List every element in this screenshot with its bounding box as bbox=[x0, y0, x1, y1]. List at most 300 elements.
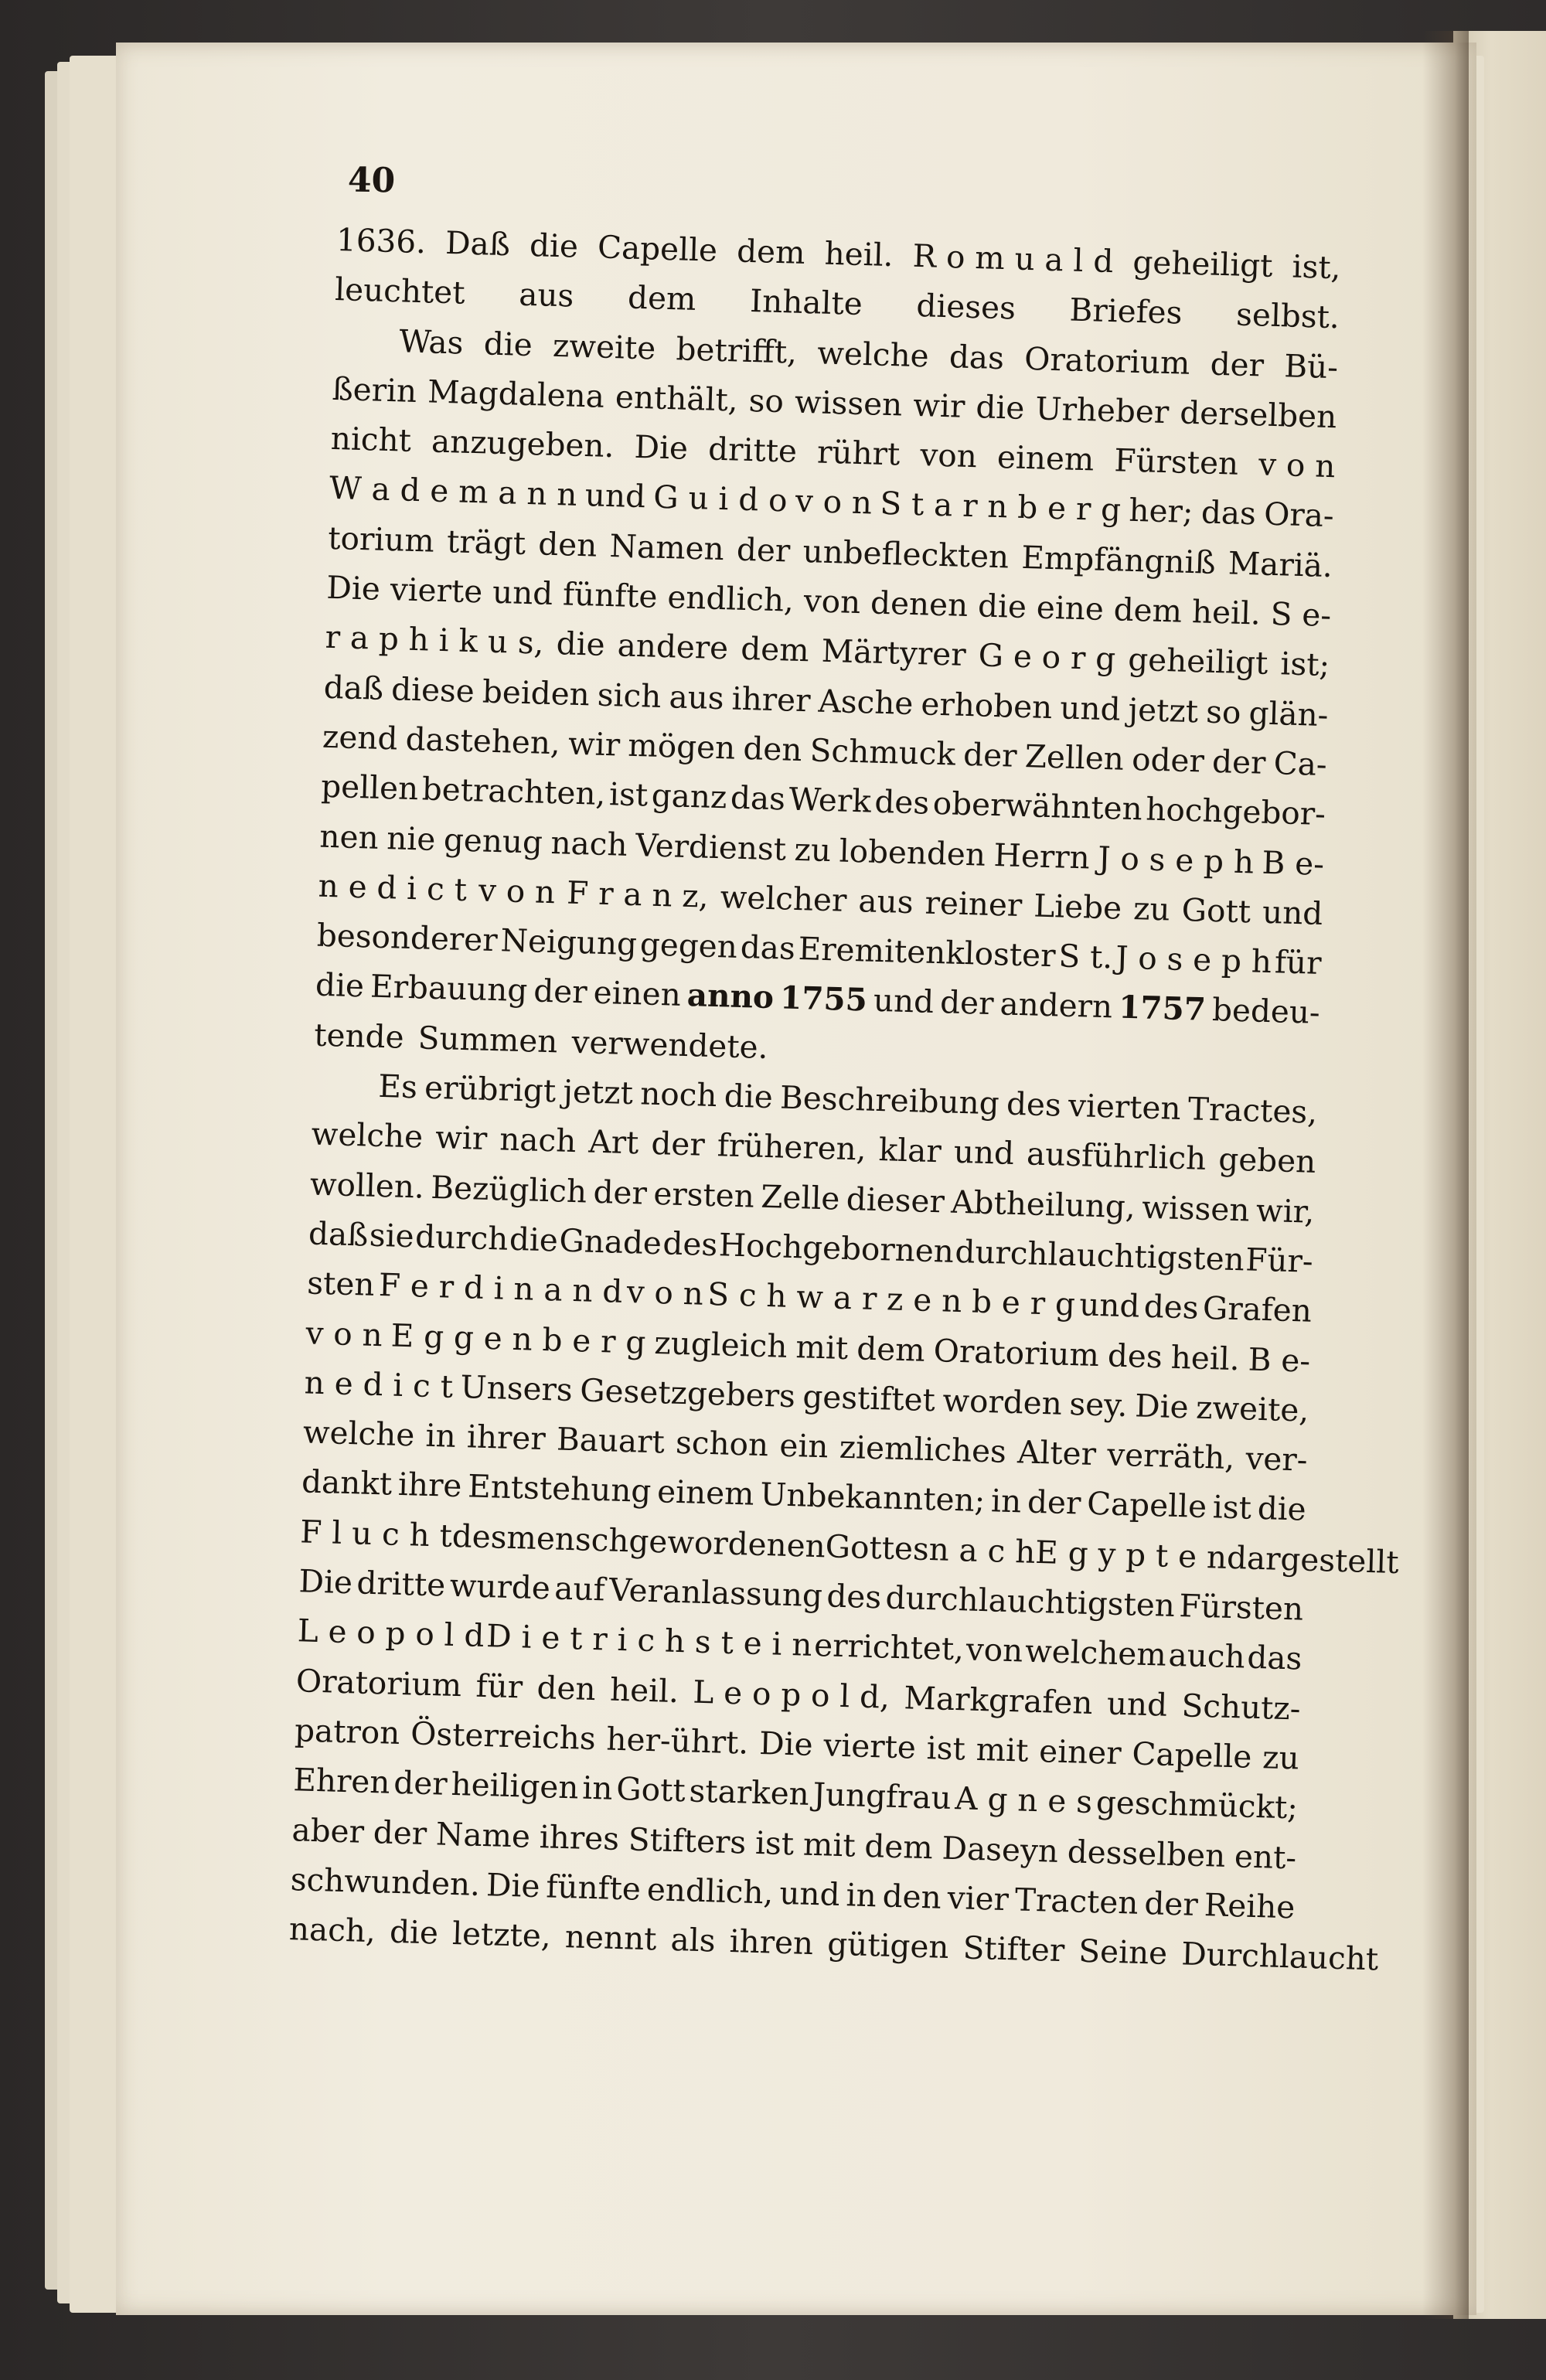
word: Oratorium bbox=[1023, 339, 1191, 382]
word: ist bbox=[926, 1728, 966, 1768]
word: dem bbox=[856, 1329, 926, 1369]
word: L e o p o l d bbox=[297, 1612, 485, 1655]
word: denen bbox=[870, 584, 969, 625]
word: aber bbox=[291, 1810, 365, 1851]
word: als bbox=[669, 1921, 717, 1959]
word: ganz bbox=[651, 776, 728, 816]
word: Märtyrer bbox=[821, 632, 967, 674]
word: in bbox=[581, 1769, 614, 1807]
word: von bbox=[919, 436, 978, 475]
word: die bbox=[483, 324, 533, 363]
word: dieser bbox=[846, 1180, 945, 1221]
word: zend bbox=[322, 717, 399, 758]
word: betrachten, bbox=[421, 770, 607, 813]
word: und bbox=[873, 982, 935, 1021]
word: die bbox=[315, 966, 365, 1005]
word: geheiligt bbox=[1132, 243, 1274, 284]
word: so bbox=[1205, 693, 1242, 731]
word: des bbox=[873, 782, 930, 822]
word: L e o p o l d, bbox=[692, 1673, 890, 1716]
word: schwunden. bbox=[290, 1860, 481, 1903]
word: dem bbox=[627, 278, 697, 318]
word: Entstehung bbox=[467, 1467, 652, 1510]
word: so bbox=[748, 381, 785, 421]
word: Namen bbox=[609, 526, 725, 567]
word: n a c h bbox=[928, 1530, 1036, 1571]
word: nennt bbox=[564, 1918, 658, 1958]
word: noch bbox=[639, 1074, 718, 1115]
word: den bbox=[882, 1877, 942, 1916]
word: früheren, bbox=[717, 1126, 867, 1168]
word: das bbox=[1246, 1638, 1303, 1677]
word: vier bbox=[947, 1878, 1010, 1918]
word: Daseyn bbox=[942, 1829, 1059, 1870]
word: und bbox=[1078, 1285, 1141, 1325]
word: R o m u a l d bbox=[912, 237, 1114, 281]
word: Tractes, bbox=[1187, 1090, 1318, 1131]
word: ist bbox=[1212, 1488, 1252, 1527]
word: E g g e n b e r g bbox=[390, 1316, 647, 1361]
word: das bbox=[948, 337, 1005, 376]
word: Jungfrau bbox=[812, 1776, 952, 1817]
word: in bbox=[990, 1482, 1022, 1520]
word: mögen bbox=[627, 726, 736, 767]
word: zweite bbox=[552, 326, 656, 367]
word: dankt bbox=[301, 1462, 393, 1503]
word: die bbox=[556, 625, 606, 664]
word: ist bbox=[754, 1823, 795, 1862]
word: für bbox=[475, 1667, 523, 1706]
word: und bbox=[953, 1133, 1015, 1173]
word: F e r d i n a n d bbox=[378, 1266, 624, 1311]
word: aus bbox=[518, 275, 575, 315]
word: selbst. bbox=[1235, 295, 1340, 336]
word: zugleich bbox=[653, 1323, 788, 1365]
word: Gott bbox=[1181, 890, 1251, 931]
word: ent- bbox=[1234, 1837, 1297, 1876]
word: gütigen bbox=[826, 1925, 950, 1966]
word: das bbox=[730, 778, 786, 818]
word: Unsers bbox=[459, 1367, 574, 1408]
word: jetzt bbox=[1128, 690, 1199, 730]
word: das bbox=[1200, 493, 1257, 533]
word: die bbox=[529, 226, 579, 265]
word: Unbekannten; bbox=[759, 1476, 986, 1520]
word: nie bbox=[386, 819, 437, 858]
word: Es bbox=[377, 1067, 418, 1106]
word: wissen bbox=[794, 383, 903, 424]
word: ausführlich bbox=[1026, 1135, 1207, 1178]
word: ver- bbox=[1245, 1439, 1309, 1479]
gutter-shadow bbox=[1422, 31, 1469, 2319]
word: trägt bbox=[446, 522, 526, 562]
word: in bbox=[424, 1416, 457, 1456]
word: Grafen bbox=[1202, 1289, 1313, 1330]
word: Capelle bbox=[1131, 1735, 1253, 1776]
word: auch bbox=[1167, 1636, 1246, 1676]
word: Die bbox=[633, 428, 689, 467]
word: B e- bbox=[1262, 843, 1325, 883]
word: der bbox=[373, 1813, 427, 1852]
word: ihrer bbox=[466, 1418, 547, 1458]
word: dritte bbox=[707, 430, 798, 470]
word: daß bbox=[323, 668, 384, 707]
body-text bbox=[288, 215, 1400, 1982]
word: Die bbox=[758, 1724, 814, 1763]
word: durchlauchtigsten bbox=[954, 1232, 1245, 1279]
word: dastehen, bbox=[405, 720, 561, 762]
word: Fürsten bbox=[1113, 441, 1239, 482]
word: Neigung bbox=[499, 921, 638, 963]
word: J o s e p h bbox=[1115, 938, 1272, 981]
word: ziemliches bbox=[839, 1428, 1007, 1470]
word: erhoben bbox=[920, 685, 1053, 726]
word: Capelle bbox=[1086, 1485, 1207, 1526]
word: den bbox=[536, 1668, 597, 1708]
word: ihrer bbox=[731, 679, 812, 720]
word: Schutz- bbox=[1180, 1686, 1302, 1728]
word: Gott bbox=[615, 1770, 686, 1810]
word: Durchlaucht bbox=[1180, 1935, 1379, 1978]
word: Schmuck bbox=[809, 731, 956, 773]
word: torium bbox=[327, 519, 435, 560]
word: her-ührt. bbox=[605, 1720, 749, 1762]
word: dieses bbox=[915, 287, 1016, 327]
word: des bbox=[451, 1517, 508, 1556]
word: aus bbox=[668, 677, 725, 717]
word: oder bbox=[1131, 740, 1205, 780]
word: Ora- bbox=[1263, 495, 1335, 535]
word: sten bbox=[306, 1264, 376, 1304]
word: der bbox=[592, 1173, 648, 1212]
word: Die bbox=[485, 1866, 541, 1905]
word: die bbox=[389, 1912, 439, 1952]
word: nicht bbox=[330, 420, 412, 459]
word: sich bbox=[597, 676, 662, 715]
word: und bbox=[584, 476, 646, 516]
word: genug bbox=[443, 820, 543, 861]
word: Gottes bbox=[825, 1527, 930, 1568]
word: wollen. bbox=[309, 1165, 425, 1206]
word: B e- bbox=[1248, 1340, 1311, 1380]
word: Österreichs bbox=[410, 1714, 597, 1758]
word: der bbox=[1143, 1884, 1199, 1923]
word: fünfte bbox=[545, 1868, 642, 1908]
word: reiner bbox=[924, 884, 1023, 924]
word: Oratorium bbox=[295, 1661, 462, 1704]
word: aus bbox=[857, 882, 914, 921]
word: E g y p t e n bbox=[1034, 1533, 1228, 1576]
word: Bauart bbox=[556, 1420, 666, 1461]
word: zweite, bbox=[1195, 1388, 1309, 1429]
word: A g n e s bbox=[954, 1779, 1093, 1821]
word: Ca- bbox=[1273, 744, 1328, 783]
word: heil. bbox=[1191, 593, 1262, 632]
word: Name bbox=[435, 1814, 531, 1855]
word: fünfte bbox=[562, 575, 659, 615]
word: von bbox=[803, 582, 861, 621]
word: die bbox=[977, 587, 1027, 626]
word: heil. bbox=[824, 234, 894, 274]
word: welche bbox=[302, 1413, 415, 1454]
word: her; bbox=[1128, 492, 1194, 531]
word: geheiligt bbox=[1127, 641, 1268, 683]
word: besonderer bbox=[316, 916, 499, 959]
word: jetzt bbox=[562, 1072, 634, 1112]
word: Eremitenkloster bbox=[798, 930, 1057, 975]
word: wissen bbox=[1141, 1188, 1251, 1229]
word: patron bbox=[294, 1711, 401, 1752]
word: des bbox=[662, 1224, 718, 1264]
word: S t a r n b e r g bbox=[879, 485, 1122, 529]
word: wir bbox=[912, 386, 966, 425]
word: heil. bbox=[1170, 1338, 1241, 1377]
word: ist; bbox=[1279, 645, 1330, 684]
word: S c h w a r z e n b e r g bbox=[707, 1275, 1076, 1323]
word: nen bbox=[318, 817, 380, 856]
word: F l u c h t bbox=[299, 1513, 453, 1554]
word: dargestellt bbox=[1226, 1538, 1400, 1581]
word: verwendete. bbox=[570, 1023, 769, 1066]
word: gestiftet bbox=[802, 1377, 936, 1419]
word: Ehren bbox=[292, 1761, 391, 1801]
word: tende bbox=[313, 1016, 405, 1056]
word: des bbox=[1143, 1287, 1200, 1326]
word: mit bbox=[976, 1730, 1030, 1769]
word: dem bbox=[1113, 591, 1183, 630]
word: v o n bbox=[795, 482, 873, 522]
word: hochgebor- bbox=[1145, 790, 1326, 833]
word: auf bbox=[553, 1569, 606, 1609]
word: starken bbox=[688, 1772, 810, 1813]
word: und bbox=[1262, 893, 1323, 932]
word: beiden bbox=[482, 672, 591, 713]
word: welcher bbox=[720, 878, 848, 919]
word: Urheber bbox=[1034, 390, 1170, 431]
word: Gesetzgebers bbox=[579, 1371, 796, 1415]
word: welchem bbox=[1024, 1632, 1167, 1673]
word: durchlauchtigsten bbox=[885, 1578, 1176, 1624]
word: letzte, bbox=[451, 1915, 552, 1955]
word: v o n bbox=[626, 1273, 704, 1313]
word: leuchtet bbox=[334, 271, 466, 312]
word: eine bbox=[1036, 588, 1105, 628]
word: desselben bbox=[1067, 1832, 1226, 1874]
word: diese bbox=[390, 669, 475, 710]
word: andern bbox=[999, 985, 1113, 1026]
word: welche bbox=[816, 334, 930, 375]
word: Daß bbox=[444, 223, 511, 264]
word: sey. bbox=[1068, 1384, 1129, 1424]
word: Veranlassung bbox=[608, 1571, 823, 1615]
word: ßerin bbox=[332, 369, 417, 410]
word: Art bbox=[587, 1122, 640, 1162]
word: der bbox=[736, 530, 791, 570]
word: und bbox=[492, 573, 553, 613]
word: errichtet, bbox=[813, 1626, 965, 1668]
word: der bbox=[1211, 742, 1267, 781]
word: worden bbox=[942, 1381, 1063, 1422]
word: die bbox=[724, 1077, 774, 1116]
word: und bbox=[778, 1874, 841, 1913]
word: Was bbox=[398, 322, 465, 362]
word: Hochgebornen bbox=[718, 1226, 955, 1270]
word: vierte bbox=[390, 570, 483, 611]
word: Die bbox=[1134, 1387, 1190, 1426]
word: Zelle bbox=[760, 1177, 841, 1217]
word: F r a n z, bbox=[566, 873, 710, 915]
word: daß bbox=[308, 1214, 369, 1254]
word: verräth, bbox=[1106, 1435, 1235, 1477]
word: menschgewordenen bbox=[506, 1518, 826, 1565]
word: Reihe bbox=[1204, 1885, 1296, 1926]
word: Summen bbox=[417, 1019, 559, 1061]
word: durch bbox=[414, 1217, 509, 1258]
word: der bbox=[650, 1125, 706, 1164]
word: Capelle bbox=[597, 228, 718, 269]
word: Liebe bbox=[1033, 887, 1122, 927]
word: dem bbox=[736, 232, 806, 271]
word: einer bbox=[1038, 1732, 1122, 1772]
word: einem bbox=[996, 438, 1095, 478]
word: heil. bbox=[609, 1670, 679, 1710]
word: dem bbox=[863, 1827, 934, 1866]
word: den bbox=[537, 525, 598, 564]
word: erübrigt bbox=[424, 1068, 557, 1110]
word: 1636. bbox=[335, 220, 427, 261]
word: unbefleckten bbox=[802, 532, 1010, 576]
word: G e o r g bbox=[978, 636, 1116, 678]
word: ersten bbox=[652, 1174, 755, 1215]
word: ihre bbox=[397, 1466, 463, 1505]
word: zu bbox=[1132, 889, 1171, 928]
word: ihren bbox=[729, 1922, 814, 1963]
word: des bbox=[826, 1577, 882, 1616]
word: oberwähnten bbox=[932, 785, 1143, 828]
word: v o n bbox=[305, 1313, 383, 1353]
word: gegen bbox=[639, 925, 738, 965]
word: das bbox=[740, 928, 796, 968]
word: nach, bbox=[288, 1910, 376, 1950]
word: der bbox=[1210, 345, 1265, 384]
word: Seine bbox=[1078, 1932, 1168, 1972]
word: lobenden bbox=[839, 832, 986, 873]
word: mit bbox=[795, 1327, 849, 1367]
word: Werk bbox=[788, 780, 872, 820]
word: zu bbox=[1262, 1738, 1300, 1777]
word: Verdienst bbox=[635, 826, 787, 868]
word: Bezüglich bbox=[430, 1168, 587, 1210]
word: mit bbox=[802, 1825, 856, 1864]
word: r a p h i k u s, bbox=[325, 618, 545, 662]
page-number: 40 bbox=[347, 160, 396, 201]
word: S e- bbox=[1270, 595, 1332, 635]
word: n e d i c t bbox=[318, 867, 468, 908]
word: die bbox=[975, 388, 1026, 427]
word: v o n bbox=[1258, 445, 1337, 485]
word: Briefes bbox=[1069, 291, 1183, 332]
word: anzugeben. bbox=[431, 422, 615, 465]
word: wir bbox=[434, 1118, 488, 1158]
word: der bbox=[962, 735, 1018, 775]
word: Die bbox=[298, 1562, 353, 1602]
word: die bbox=[509, 1220, 559, 1259]
word: n e d i c t bbox=[304, 1364, 454, 1405]
word: ein bbox=[778, 1426, 829, 1466]
word: Fürsten bbox=[1178, 1587, 1304, 1628]
word: für bbox=[1274, 943, 1323, 982]
word: Markgrafen bbox=[903, 1678, 1094, 1721]
word: schon bbox=[675, 1423, 769, 1464]
word: Empfängniß bbox=[1020, 538, 1217, 581]
word: der bbox=[393, 1764, 448, 1803]
word: welche bbox=[311, 1115, 424, 1156]
word: vierten bbox=[1068, 1086, 1182, 1127]
word: in bbox=[845, 1876, 877, 1915]
word: geben bbox=[1217, 1140, 1316, 1181]
word: und bbox=[1106, 1684, 1168, 1724]
word: des bbox=[1006, 1084, 1062, 1124]
word: derselben bbox=[1179, 393, 1337, 436]
word: wir, bbox=[1255, 1191, 1316, 1231]
word: Abtheilung, bbox=[950, 1183, 1136, 1225]
word: glän- bbox=[1248, 693, 1330, 734]
word: Beschreibung bbox=[779, 1078, 1000, 1122]
word: enthält, bbox=[615, 378, 739, 419]
word: Gnade bbox=[558, 1221, 662, 1262]
word: Asche bbox=[817, 682, 914, 722]
word: J o s e p h bbox=[1097, 839, 1255, 880]
word: Mariä. bbox=[1228, 544, 1333, 584]
word: wir bbox=[567, 724, 621, 764]
word: Herrn bbox=[993, 836, 1091, 877]
word: Zellen bbox=[1024, 737, 1125, 778]
word: einen bbox=[593, 974, 682, 1014]
word: Für- bbox=[1245, 1241, 1314, 1280]
word: Stifters bbox=[628, 1820, 747, 1861]
word: Inhalte bbox=[749, 282, 863, 323]
word: Erbauung bbox=[369, 968, 528, 1010]
word: vierte bbox=[822, 1726, 917, 1766]
word: betrifft, bbox=[675, 329, 798, 371]
word: Bü- bbox=[1283, 346, 1339, 386]
word: W a d e m a n n bbox=[329, 469, 578, 514]
word: zu bbox=[794, 830, 832, 869]
word: der bbox=[533, 972, 588, 1011]
word: Stifter bbox=[962, 1929, 1065, 1970]
word: D i e t r i c h s t e i n bbox=[485, 1617, 813, 1664]
word: wurde bbox=[449, 1566, 551, 1607]
word: anno bbox=[686, 976, 775, 1016]
word: endlich, bbox=[666, 578, 795, 619]
word: des bbox=[1107, 1336, 1163, 1375]
word: bedeu- bbox=[1211, 991, 1321, 1032]
word: nach bbox=[550, 823, 628, 863]
word: sie bbox=[369, 1216, 415, 1255]
word: und bbox=[1059, 689, 1122, 728]
word: pellen bbox=[320, 767, 419, 808]
word: Die bbox=[325, 568, 381, 608]
word: Oratorium bbox=[933, 1331, 1100, 1374]
word: der bbox=[1027, 1483, 1081, 1522]
word: dritte bbox=[356, 1564, 446, 1604]
word: ihres bbox=[539, 1817, 620, 1857]
word: dem bbox=[740, 630, 810, 669]
word: nach bbox=[499, 1120, 577, 1160]
word: rührt bbox=[816, 433, 901, 473]
word: der bbox=[939, 983, 995, 1023]
word: v o n bbox=[478, 871, 556, 911]
